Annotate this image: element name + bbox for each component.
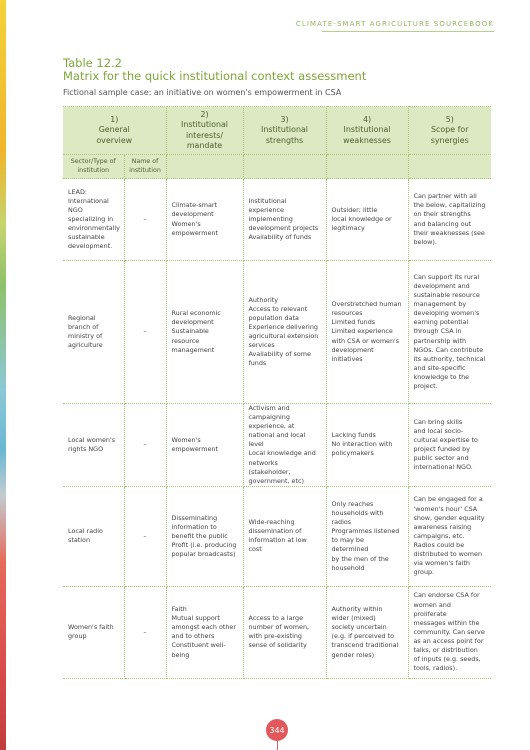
table-row <box>63 404 491 487</box>
cell-name: – <box>124 486 166 586</box>
cell-strengths: Activism and campaigning experience, at national and local level Local knowledge and networks (stakeholder, government, etc) <box>243 404 326 487</box>
cell-weaknesses: Authority within wider (mixed) society uncertain (e.g. if perceived to transcend traditional gender roles) <box>326 586 408 678</box>
cell-weaknesses: Only reaches households with radios Programmes listened to may be determined by the men of the household <box>326 486 408 586</box>
cell-synergies: Can support its rural development and sustainable resource management by developing women's earning potential through CSA in partnership with NGOs. Can contribute its authority, technical and site-specific knowledge to the project. <box>408 261 491 404</box>
cell-strengths: Access to a large number of women, with pre-existing sense of solidarity <box>243 586 326 678</box>
subheader-institution-name: Name of institution <box>124 155 166 179</box>
cell-name: – <box>124 586 166 678</box>
table-subtitle: Fictional sample case: an initiative on women's empowerment in CSA <box>63 88 342 97</box>
cell-strengths: Authority Access to relevant population data Experience delivering agricultural extension services Availability of some funds <box>243 261 326 404</box>
cell-weaknesses: Lacking funds No interaction with policymakers <box>326 404 408 487</box>
subheader-empty-cell <box>243 155 326 179</box>
cell-sector: LEAD: International NGO specializing in environmentally sustainable development. <box>63 179 124 261</box>
header-institutional-weaknesses: 4) Institutional weaknesses <box>326 107 408 155</box>
header-general-overview: 1) General overview <box>63 107 166 155</box>
subheader-empty-cell <box>326 155 408 179</box>
cell-interests: Faith Mutual support amongst each other and to others Constituent well- being <box>166 586 243 678</box>
decorative-color-bar <box>0 0 6 750</box>
subheader-sector-type: Sector/Type of institution <box>63 155 124 179</box>
cell-name: – <box>124 404 166 487</box>
header-institutional-strengths: 3) Institutional strengths <box>243 107 326 155</box>
cell-weaknesses: Overstretched human resources Limited funds Limited experience with CSA or women's development initiatives <box>326 261 408 404</box>
cell-strengths: Institutional experience implementing development projects Availability of funds <box>243 179 326 261</box>
running-head-rule <box>322 31 494 32</box>
matrix-header-row <box>63 107 491 155</box>
subheader-empty-cell <box>166 155 243 179</box>
table-row <box>63 179 491 261</box>
cell-name: – <box>124 261 166 404</box>
cell-synergies: Can partner with all the below, capitalizing on their strengths and balancing out their weaknesses (see below). <box>408 179 491 261</box>
running-head: CLIMATE-SMART AGRICULTURE SOURCEBOOK <box>295 20 494 28</box>
subheader-empty-cell <box>408 155 491 179</box>
cell-synergies: Can bring skills and local socio- cultural expertise to project funded by public sector and international NGO. <box>408 404 491 487</box>
table-row <box>63 486 491 586</box>
cell-sector: Regional branch of ministry of agriculture <box>63 261 124 404</box>
cell-strengths: Wide-reaching dissemination of information at low cost <box>243 486 326 586</box>
table-row <box>63 261 491 404</box>
cell-interests: Women's empowerment <box>166 404 243 487</box>
matrix-subheader-row <box>63 155 491 179</box>
cell-sector: Women's faith group <box>63 586 124 678</box>
cell-synergies: Can be engaged for a 'women's hour' CSA show, gender equality awareness raising campaigns, etc. Radios could be distributed to women via women's faith group. <box>408 486 491 586</box>
header-scope-for-synergies: 5) Scope for synergies <box>408 107 491 155</box>
cell-name: – <box>124 179 166 261</box>
page-number-badge: 344 <box>266 719 288 741</box>
table-number: Table 12.2 <box>63 56 122 70</box>
table-title: Matrix for the quick institutional context assessment <box>63 69 367 83</box>
header-institutional-interests: 2) Institutional interests/ mandate <box>166 107 243 155</box>
cell-sector: Local women's rights NGO <box>63 404 124 487</box>
cell-sector: Local radio station <box>63 486 124 586</box>
cell-weaknesses: Outsider; little local knowledge or legitimacy <box>326 179 408 261</box>
table-row <box>63 586 491 678</box>
cell-interests: Disseminating information to benefit the public Profit (i.e. producing popular broadcasts) <box>166 486 243 586</box>
cell-interests: Rural economic development Sustainable resource management <box>166 261 243 404</box>
cell-synergies: Can endorse CSA for women and proliferate messages within the community. Can serve as an access point for talks, or distribution of inputs (e.g. seeds, tools, radios). <box>408 586 491 678</box>
page-number-rule <box>277 741 278 750</box>
assessment-matrix <box>63 106 491 679</box>
cell-interests: Climate-smart development Women's empowerment <box>166 179 243 261</box>
